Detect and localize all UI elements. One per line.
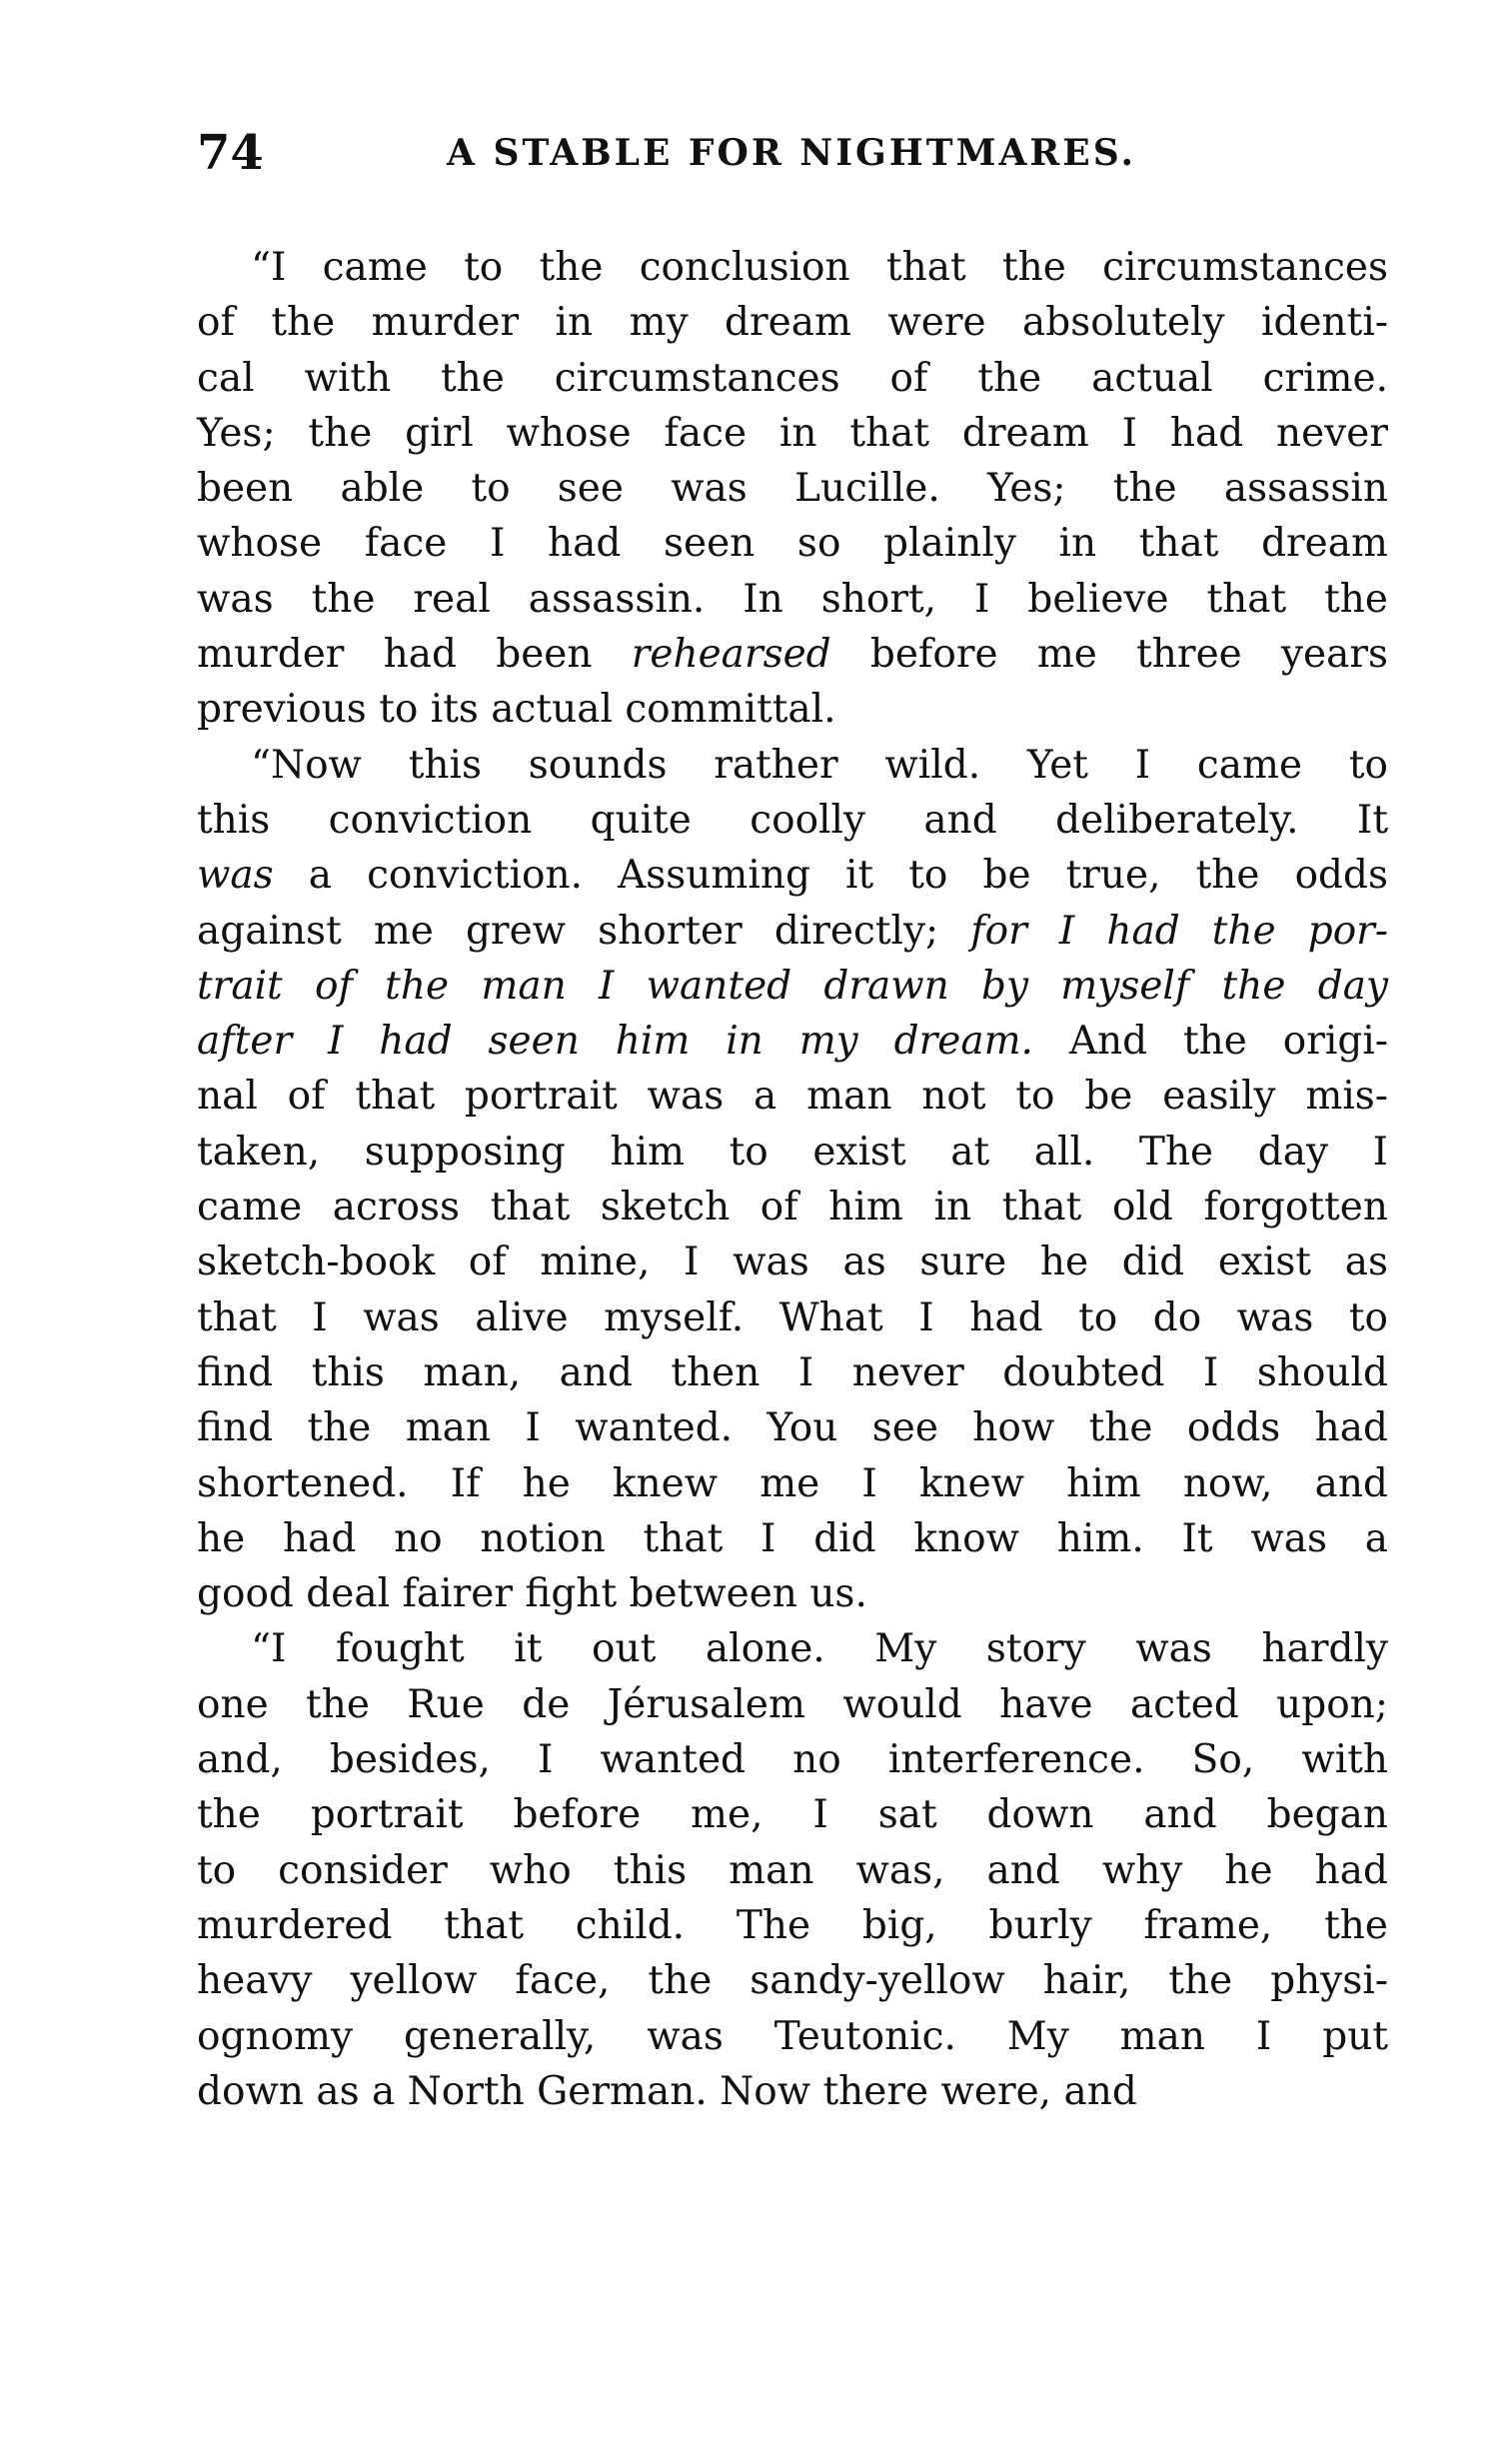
text-run: taken, supposing him to exist at all. The day I xyxy=(197,1129,1388,1175)
text-run: murder had been xyxy=(197,632,632,678)
text-run: one the Rue de Jérusalem would have acted upon; xyxy=(197,1681,1388,1727)
text-run: And the origi- xyxy=(1032,1019,1388,1065)
text-line xyxy=(197,1677,1388,1732)
text-line xyxy=(197,1511,1388,1566)
text-line xyxy=(197,959,1388,1014)
text-run: heavy yellow face, the sandy-yellow hair, the physi- xyxy=(197,1958,1388,2004)
text-run: down as a North German. Now there were, and xyxy=(197,2068,1137,2114)
text-run: before me three years xyxy=(830,632,1388,678)
text-run: cal with the circumstances of the actual crime. xyxy=(197,355,1388,401)
text-run: shortened. If he knew me I knew him now, and xyxy=(197,1460,1388,1506)
running-title: A STABLE FOR NIGHTMARES. xyxy=(447,132,1136,174)
paragraph xyxy=(197,1621,1388,2119)
text-run: came across that sketch of him in that old forgotten xyxy=(197,1185,1388,1230)
text-run: nal of that portrait was a man not to be easily mis- xyxy=(197,1074,1388,1120)
text-line xyxy=(197,2009,1388,2064)
text-run: whose face I had seen so plainly in that dream xyxy=(197,521,1388,567)
text-run: the portrait before me, I sat down and began xyxy=(197,1792,1388,1838)
text-line xyxy=(197,572,1388,627)
text-line xyxy=(197,1732,1388,1787)
text-line xyxy=(197,904,1388,959)
italic-text: after I had seen him in my dream. xyxy=(197,1019,1033,1065)
italic-text: for I had the por- xyxy=(970,908,1388,954)
text-run: ognomy generally, was Teutonic. My man I put xyxy=(197,2013,1388,2059)
text-run: murdered that child. The big, burly frame, the xyxy=(197,1902,1388,1948)
text-line xyxy=(197,1898,1388,1953)
text-run: he had no notion that I did know him. It was a xyxy=(197,1515,1388,1561)
paragraph xyxy=(197,240,1388,738)
text-line xyxy=(197,1787,1388,1842)
text-line xyxy=(197,1290,1388,1345)
text-line xyxy=(197,1125,1388,1180)
text-line xyxy=(197,406,1388,461)
text-run: “I came to the conclusion that the circumstances xyxy=(251,245,1388,290)
paragraph xyxy=(197,738,1388,1622)
text-line xyxy=(197,1456,1388,1511)
text-line xyxy=(197,295,1388,350)
italic-text: trait of the man I wanted drawn by myself the day xyxy=(197,963,1388,1009)
text-run: previous to its actual committal. xyxy=(197,687,836,733)
text-run: against me grew shorter directly; xyxy=(197,908,971,954)
text-run: find this man, and then I never doubted I should xyxy=(197,1349,1388,1395)
text-line xyxy=(197,1566,1388,1621)
page-header xyxy=(197,123,1384,183)
text-line xyxy=(197,1069,1388,1124)
text-run: this conviction quite coolly and deliberately. It xyxy=(197,797,1388,843)
text-line xyxy=(197,1180,1388,1234)
body-text xyxy=(197,240,1388,2119)
text-run: “Now this sounds rather wild. Yet I came to xyxy=(251,742,1388,788)
text-line xyxy=(197,351,1388,406)
italic-text: was xyxy=(197,853,274,899)
text-line xyxy=(197,461,1388,516)
text-line xyxy=(197,2064,1388,2119)
text-line xyxy=(197,682,1388,737)
text-line xyxy=(197,738,1388,793)
text-run: and, besides, I wanted no interference. So, with xyxy=(197,1737,1388,1783)
text-line xyxy=(197,1400,1388,1455)
text-run: been able to see was Lucille. Yes; the assassin xyxy=(197,466,1388,512)
text-run: sketch-book of mine, I was as sure he did exist as xyxy=(197,1239,1388,1285)
text-line xyxy=(197,793,1388,848)
text-line xyxy=(197,516,1388,571)
text-run: Yes; the girl whose face in that dream I had never xyxy=(197,410,1388,456)
text-run: “I fought it out alone. My story was hardly xyxy=(251,1626,1388,1672)
text-run: of the murder in my dream were absolutely identi- xyxy=(197,300,1388,346)
text-line xyxy=(197,1953,1388,2008)
text-run: was the real assassin. In short, I believe that the xyxy=(197,576,1388,622)
text-line xyxy=(197,848,1388,903)
text-line xyxy=(197,1014,1388,1069)
text-run: find the man I wanted. You see how the odds had xyxy=(197,1405,1388,1451)
page-number: 74 xyxy=(197,125,264,181)
text-run: good deal fairer fight between us. xyxy=(197,1571,867,1617)
text-line xyxy=(197,627,1388,682)
text-line xyxy=(197,1621,1388,1676)
italic-text: rehearsed xyxy=(631,632,831,678)
text-line xyxy=(197,1234,1388,1289)
text-line xyxy=(197,1843,1388,1898)
text-line xyxy=(197,240,1388,295)
text-line xyxy=(197,1345,1388,1400)
text-run: that I was alive myself. What I had to do was to xyxy=(197,1294,1388,1340)
text-run: to consider who this man was, and why he had xyxy=(197,1847,1388,1893)
text-run: a conviction. Assuming it to be true, the odds xyxy=(273,853,1388,899)
